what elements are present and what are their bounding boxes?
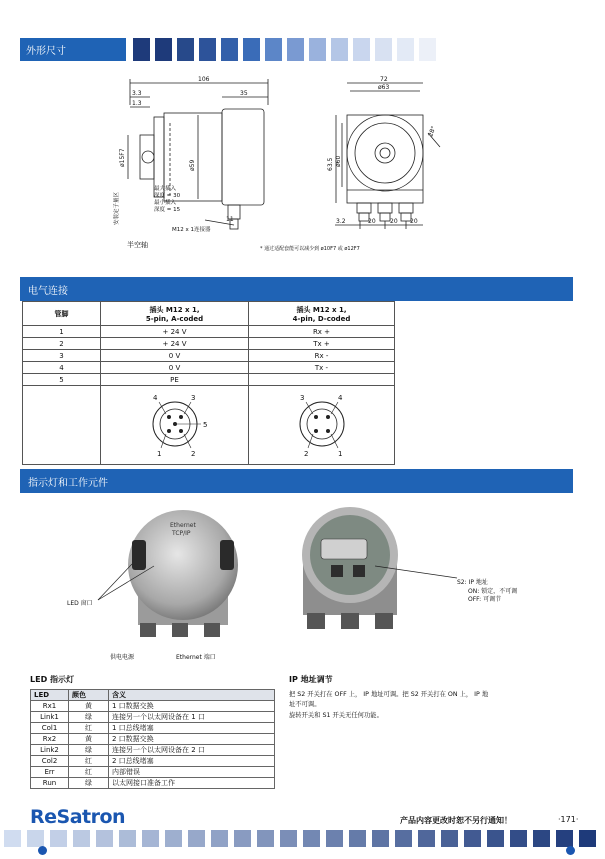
ip-text-1: 把 S2 开关打在 OFF 上， IP 地址可调。把 S2 开关打在 ON 上， IP 地 (289, 691, 489, 698)
page-number: ·171· (558, 815, 579, 824)
svg-text:1: 1 (337, 450, 342, 458)
header-square (375, 38, 392, 61)
svg-text:20: 20 (410, 218, 418, 225)
svg-text:TCP/IP: TCP/IP (172, 530, 191, 537)
header-square (133, 38, 150, 61)
footer-square (211, 830, 228, 847)
header-square (243, 38, 260, 61)
section-title-electrical: 电气连接 (28, 285, 68, 297)
footer-notice: 产品内容更改时恕不另行通知！ (400, 816, 512, 825)
svg-text:20: 20 (368, 218, 376, 225)
header-square (353, 38, 370, 61)
header-square (287, 38, 304, 61)
footer-square (372, 830, 389, 847)
footnote: * 通过适配套能可以减少到 ø10F7 或 ø12F7 (260, 246, 360, 252)
svg-text:ø60: ø60 (335, 155, 342, 167)
footer-square (395, 830, 412, 847)
footer-square (487, 830, 504, 847)
table-row: Rx1 黄 1 口数据交换 (31, 701, 275, 712)
svg-text:深度 = 30: 深度 = 30 (154, 193, 181, 199)
svg-text:35: 35 (240, 90, 248, 97)
header-square (199, 38, 216, 61)
table-row: Col2 红 2 口总线堵塞 (31, 756, 275, 767)
footer-square (142, 830, 159, 847)
header-square (331, 38, 348, 61)
dimension-drawing (110, 75, 450, 255)
svg-text:3.3: 3.3 (132, 90, 142, 97)
footer-square (257, 830, 274, 847)
ethernet-port-label: Ethernet 端口 (176, 654, 216, 661)
ip-text-2: 址不可调。 (289, 701, 321, 708)
svg-text:28°: 28° (427, 125, 438, 138)
footer-square (280, 830, 297, 847)
svg-text:最大插入: 最大插入 (154, 186, 177, 192)
header-square (177, 38, 194, 61)
footer-square (510, 830, 527, 847)
footer-square (556, 830, 573, 847)
footer-square (418, 830, 435, 847)
table-row: 4 0 V Tx - (23, 362, 395, 374)
table-row: Run 绿 以太网接口准备工作 (31, 778, 275, 789)
footer-square (4, 830, 21, 847)
footer-square (96, 830, 113, 847)
power-label: 供电电源 (110, 654, 135, 661)
footer-square (533, 830, 550, 847)
svg-text:M12 x 1连接器: M12 x 1连接器 (172, 227, 211, 233)
ip-text-3: 旋转开关和 S1 开关无任何功能。 (289, 712, 383, 719)
footer-square (165, 830, 182, 847)
footer-square (27, 830, 44, 847)
a-coded-col-header: 插头 M12 x 1, 5-pin, A-coded (101, 302, 249, 326)
svg-text:63.5: 63.5 (327, 157, 334, 171)
top-header-bar (20, 38, 126, 61)
header-square (221, 38, 238, 61)
section-header-electrical (20, 277, 573, 301)
svg-text:Ethernet: Ethernet (170, 522, 196, 529)
section-title-indicators: 指示灯和工作元件 (28, 477, 108, 489)
header-square (265, 38, 282, 61)
svg-text:1.3: 1.3 (132, 100, 142, 107)
s2-label: S2: IP 地址 (457, 579, 488, 586)
svg-text:ø59: ø59 (189, 159, 196, 171)
d-coded-col-header: 插头 M12 x 1, 4-pin, D-coded (249, 302, 395, 326)
svg-text:最小插入: 最小插入 (154, 200, 177, 206)
hollow-shaft-label: 半空轴 (127, 241, 148, 249)
pin-table (22, 301, 395, 465)
a-coded-connector-diagram (135, 388, 215, 460)
section-header-indicators (20, 469, 573, 493)
table-row: 3 0 V Rx - (23, 350, 395, 362)
d-coded-connector-diagram (282, 388, 362, 460)
header-square (419, 38, 436, 61)
section-title-dimensions: 外形尺寸 (26, 46, 66, 57)
footer-square (441, 830, 458, 847)
header-square (155, 38, 172, 61)
footer-square (303, 830, 320, 847)
led-window-arrows (96, 560, 156, 605)
ip-section-title: IP 地址调节 (289, 675, 333, 684)
footer-square (50, 830, 67, 847)
footer-dot-right (566, 846, 575, 855)
table-row: 5 PE (23, 374, 395, 386)
svg-text:深度 = 15: 深度 = 15 (154, 207, 181, 213)
d-coded-diagram-cell (249, 386, 395, 465)
table-row: Link1 绿 连接另一个以太网设备在 1 口 (31, 712, 275, 723)
footer-dot-left (38, 846, 47, 855)
s2-off-label: OFF: 可调节 (468, 596, 502, 603)
svg-text:2: 2 (303, 450, 308, 458)
a-coded-diagram-cell (101, 386, 249, 465)
svg-text:ø15F7: ø15F7 (119, 148, 126, 167)
svg-text:安装定子量区: 安装定子量区 (114, 191, 120, 225)
header-square (397, 38, 414, 61)
led-section-title: LED 指示灯 (30, 675, 74, 684)
svg-text:20: 20 (390, 218, 398, 225)
footer-square (579, 830, 596, 847)
s2-on-label: ON: 锁定，不可调 (468, 588, 518, 595)
svg-text:5: 5 (202, 421, 207, 429)
led-table: LED 颜色 含义 Rx1 黄 1 口数据交换 Link1 绿 连接另一个以太网设备在 1 口 Col1 红 1 口总线堵塞 Rx2 黄 2 口数据交换 Link2 绿 连接另一个以太网设备在 2 口 Col2 红 2 口总线堵塞 Err 红 内部错误 Run 绿 以太网接口准备工作 (30, 689, 275, 789)
svg-text:11: 11 (226, 216, 234, 223)
table-row: Link2 绿 连接另一个以太网设备在 2 口 (31, 745, 275, 756)
svg-text:72: 72 (380, 76, 388, 83)
svg-text:3.2: 3.2 (336, 218, 346, 225)
brand-logo: ReSatron (30, 806, 126, 828)
s2-pointer-line (375, 562, 460, 582)
table-row: 2 + 24 V Tx + (23, 338, 395, 350)
svg-text:1: 1 (156, 450, 161, 458)
footer-square (326, 830, 343, 847)
svg-text:106: 106 (198, 76, 210, 83)
footer-square (188, 830, 205, 847)
footer-square (464, 830, 481, 847)
led-window-label: LED 窗口 (67, 600, 93, 607)
footer-square (119, 830, 136, 847)
table-row: Rx2 黄 2 口数据交换 (31, 734, 275, 745)
table-row: Col1 红 1 口总线堵塞 (31, 723, 275, 734)
footer-square (349, 830, 366, 847)
svg-text:3: 3 (190, 394, 195, 402)
footer-square (234, 830, 251, 847)
table-row: Err 红 内部错误 (31, 767, 275, 778)
pin-col-header: 管脚 (23, 302, 101, 326)
svg-text:ø63: ø63 (378, 84, 390, 91)
svg-text:4: 4 (337, 394, 342, 402)
svg-text:2: 2 (190, 450, 195, 458)
svg-text:3: 3 (299, 394, 304, 402)
footer-square (73, 830, 90, 847)
svg-text:4: 4 (152, 394, 157, 402)
header-square (309, 38, 326, 61)
table-row: 1 + 24 V Rx + (23, 326, 395, 338)
table-row-diagrams (23, 386, 395, 465)
